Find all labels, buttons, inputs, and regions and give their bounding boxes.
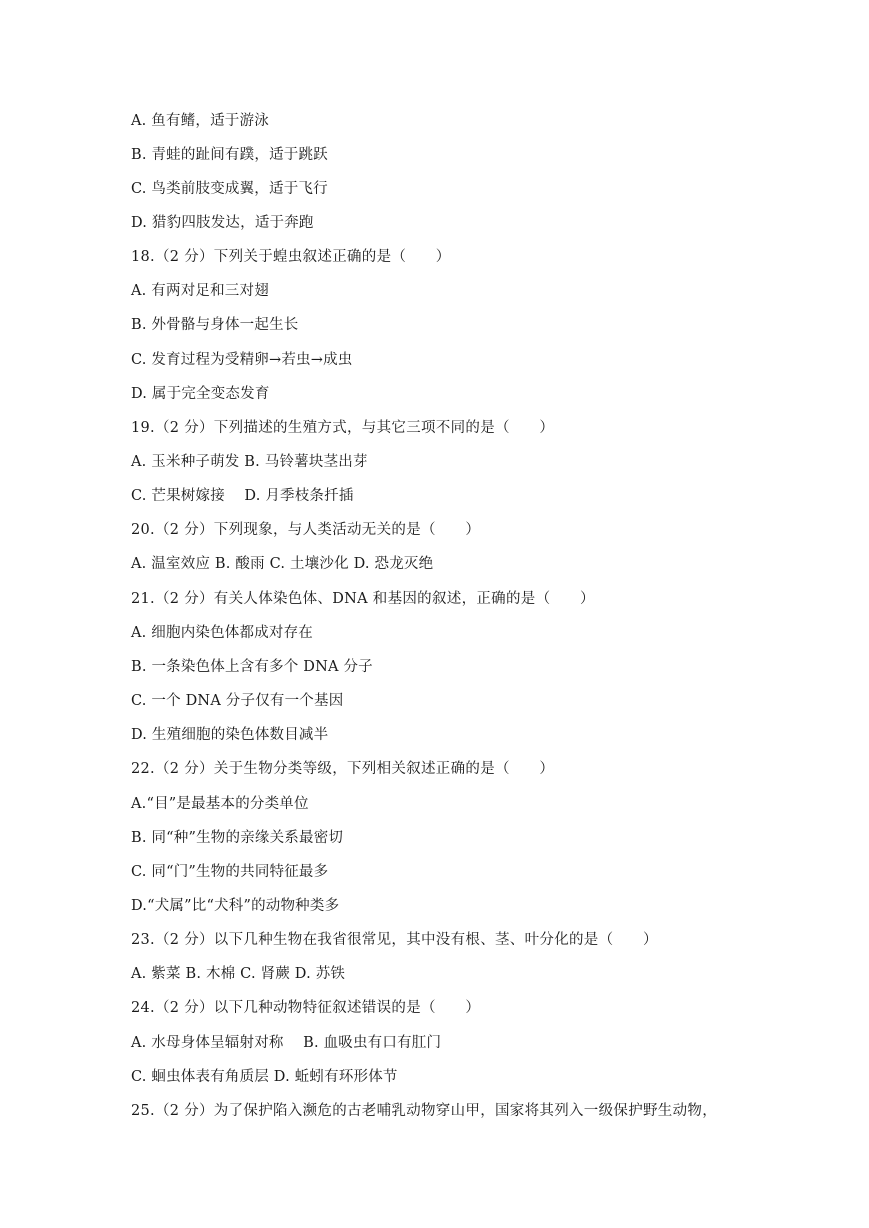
line-11: A. 玉米种子萌发 B. 马铃薯块茎出芽 <box>131 454 368 470</box>
line-19: D. 生殖细胞的染色体数目减半 <box>131 727 329 743</box>
line-28: A. 水母身体呈辐射对称 B. 血吸虫有口有肛门 <box>131 1035 442 1051</box>
line-29: C. 蛔虫体表有角质层 D. 蚯蚓有环形体节 <box>131 1069 398 1085</box>
question-19: 19.（2 分）下列描述的生殖方式，与其它三项不同的是（ ） <box>131 420 555 436</box>
line-07: B. 外骨骼与身体一起生长 <box>131 317 299 333</box>
line-23: C. 同“门”生物的共同特征最多 <box>131 864 329 880</box>
question-18: 18.（2 分）下列关于蝗虫叙述正确的是（ ） <box>131 249 451 265</box>
line-16: A. 细胞内染色体都成对存在 <box>131 625 313 641</box>
question-23: 23.（2 分）以下几种生物在我省很常见，其中没有根、茎、叶分化的是（ ） <box>131 932 658 948</box>
question-20: 20.（2 分）下列现象，与人类活动无关的是（ ） <box>131 522 481 538</box>
line-08: C. 发育过程为受精卵→若虫→成虫 <box>131 352 353 368</box>
line-02: B. 青蛙的趾间有蹼，适于跳跃 <box>131 147 328 163</box>
line-14: A. 温室效应 B. 酸雨 C. 土壤沙化 D. 恐龙灭绝 <box>131 556 434 572</box>
line-24: D.“犬属”比“犬科”的动物种类多 <box>131 898 340 914</box>
line-22: B. 同“种”生物的亲缘关系最密切 <box>131 830 344 846</box>
line-09: D. 属于完全变态发育 <box>131 386 270 402</box>
line-01: A. 鱼有鳍，适于游泳 <box>131 113 269 129</box>
question-22: 22.（2 分）关于生物分类等级，下列相关叙述正确的是（ ） <box>131 761 555 777</box>
line-17: B. 一条染色体上含有多个 DNA 分子 <box>131 659 373 675</box>
question-24: 24.（2 分）以下几种动物特征叙述错误的是（ ） <box>131 1000 481 1016</box>
line-12: C. 芒果树嫁接 D. 月季枝条扦插 <box>131 488 354 504</box>
line-18: C. 一个 DNA 分子仅有一个基因 <box>131 693 344 709</box>
question-21: 21.（2 分）有关人体染色体、DNA 和基因的叙述，正确的是（ ） <box>131 591 595 607</box>
line-21: A.“目”是最基本的分类单位 <box>131 796 309 812</box>
question-25: 25.（2 分）为了保护陷入濒危的古老哺乳动物穿山甲，国家将其列入一级保护野生动物， <box>131 1103 717 1119</box>
line-04: D. 猎豹四肢发达，适于奔跑 <box>131 215 314 231</box>
line-06: A. 有两对足和三对翅 <box>131 283 269 299</box>
line-26: A. 紫菜 B. 木棉 C. 肾蕨 D. 苏铁 <box>131 966 346 982</box>
line-03: C. 鸟类前肢变成翼，适于飞行 <box>131 181 328 197</box>
